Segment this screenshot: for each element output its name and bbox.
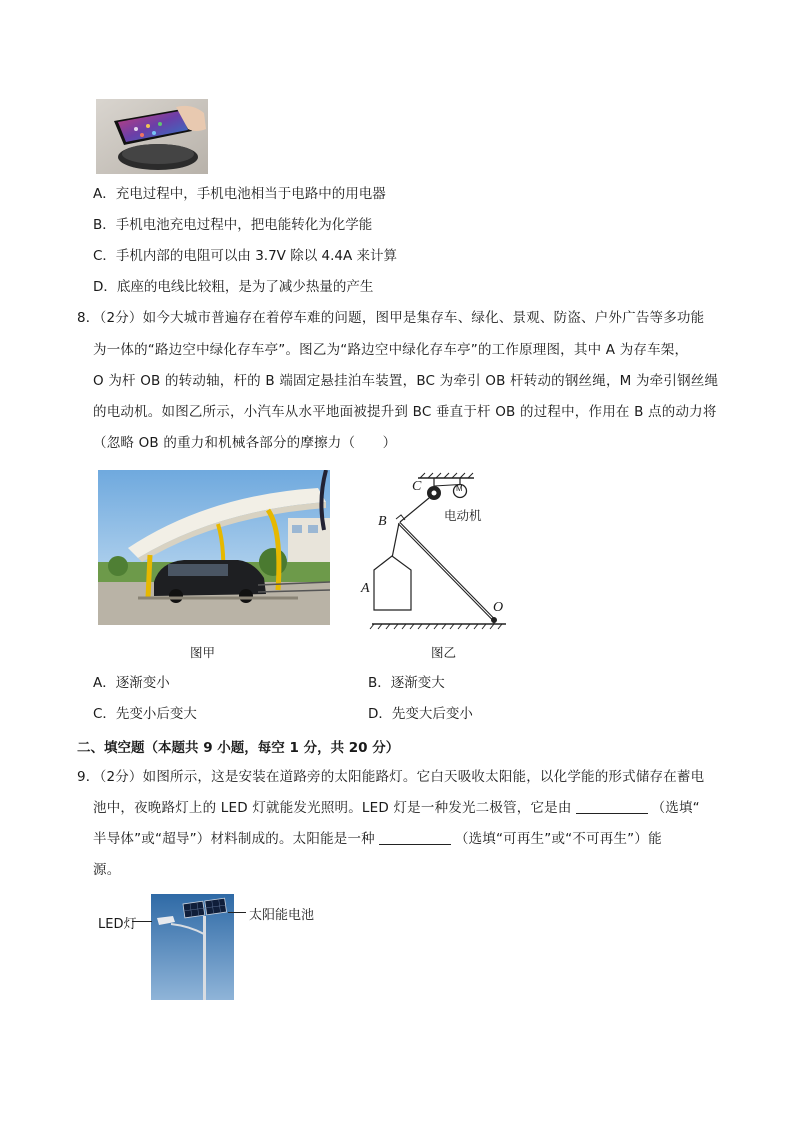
diagram-label-a: A — [361, 581, 370, 596]
figure-caption-yi: 图乙 — [431, 645, 457, 660]
q8-option-d: D．先变大后变小 — [368, 706, 473, 722]
q7-option-a: A．充电过程中，手机电池相当于电路中的用电器 — [93, 186, 386, 202]
solar-lamp-photo — [151, 894, 234, 1000]
q7-option-d: D．底座的电线比较粗，是为了减少热量的产生 — [93, 279, 374, 295]
figure-caption-jia: 图甲 — [190, 645, 216, 660]
q8-stem-line: 的电动机。如图乙所示，小汽车从水平地面被提升到 BC 垂直于杆 OB 的过程中，作用在 B 点的动力将 — [93, 404, 717, 420]
label-solar-panel: 太阳能电池 — [249, 908, 315, 923]
q8-stem-line: （忽略 OB 的重力和机械各部分的摩擦力（ ） — [93, 435, 397, 451]
q9-stem-line: 源。 — [93, 862, 121, 878]
carport-photo — [98, 470, 330, 625]
q8-option-a: A．逐渐变小 — [93, 675, 170, 691]
diagram-label-m: M — [456, 484, 463, 493]
q8-stem-line: O 为杆 OB 的转动轴，杆的 B 端固定悬挂泊车装置，BC 为牵引 OB 杆转动的钢丝绳，M 为牵引钢丝绳 — [93, 373, 719, 389]
q8-stem-line: 为一体的“路边空中绿化存车亭”。图乙为“路边空中绿化存车亭”的工作原理图，其中 A 为存车架， — [93, 342, 689, 358]
q8-stem-line: 8．（2分）如今大城市普遍存在着停车难的问题，图甲是集存车、绿化、景观、防盗、户外广告等多功能 — [77, 310, 705, 326]
q9-stem-line — [93, 829, 662, 849]
answer-blank[interactable] — [576, 799, 648, 814]
diagram-label-b: B — [378, 514, 387, 529]
lever-diagram — [358, 470, 514, 632]
q8-option-b: B．逐渐变大 — [368, 675, 445, 691]
q7-option-b: B．手机电池充电过程中，把电能转化为化学能 — [93, 217, 373, 233]
q9-stem-line: 9．（2分）如图所示，这是安装在道路旁的太阳能路灯。它白天吸收太阳能，以化学能的形式储存在蓄电 — [77, 769, 705, 785]
q9-stem-line — [93, 798, 700, 818]
q9-text: （选填“可再生”或“不可再生”）能 — [454, 831, 662, 847]
q9-text: 半导体”或“超导”）材料制成的。太阳能是一种 — [93, 831, 375, 847]
q7-option-c: C．手机内部的电阻可以由 3.7V 除以 4.4A 来计算 — [93, 248, 397, 264]
diagram-label-o: O — [493, 600, 504, 615]
answer-blank[interactable] — [379, 830, 451, 845]
q8-option-c: C．先变小后变大 — [93, 706, 197, 722]
section-heading: 二、填空题（本题共 9 小题，每空 1 分，共 20 分） — [77, 740, 400, 756]
label-led: LED灯 — [98, 917, 137, 932]
q9-text: 池中，夜晚路灯上的 LED 灯就能发光照明。LED 灯是一种发光二极管，它是由 — [93, 800, 572, 816]
diagram-label-c: C — [412, 479, 422, 494]
phone-charging-photo — [96, 99, 208, 174]
panel-leader-line — [228, 912, 246, 913]
q9-text: （选填“ — [651, 800, 700, 816]
diagram-label-motor: 电动机 — [444, 508, 482, 523]
